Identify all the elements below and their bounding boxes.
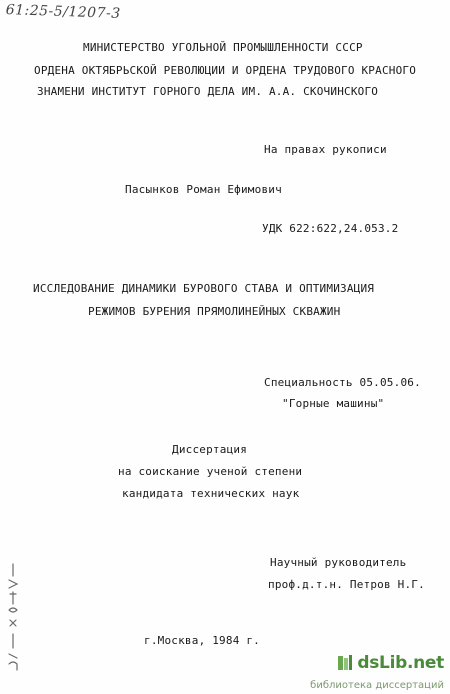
watermark-subtitle: библиотека диссертаций [310,680,444,691]
handwritten-archive-note: 61:25-5/1207-3 [5,2,121,23]
header-ministry: МИНИСТЕРСТВО УГОЛЬНОЙ ПРОМЫШЛЕННОСТИ СССР [83,41,363,54]
specialty-name: "Горные машины" [282,397,385,410]
degree-field: кандидата технических наук [122,487,300,500]
header-institute: ЗНАМЕНИ ИНСТИТУТ ГОРНОГО ДЕЛА ИМ. А.А. СКОЧИНСКОГО [37,85,379,98]
header-orders: ОРДЕНА ОКТЯБРЬСКОЙ РЕВОЛЮЦИИ И ОРДЕНА ТРУДОВОГО КРАСНОГО [34,64,417,77]
udc-code: УДК 622:622,24.053.2 [262,222,399,235]
watermark [310,653,444,691]
book-stack-icon [337,654,353,672]
degree-type: Диссертация [172,443,248,456]
watermark-brand: dsLib.net [357,653,444,673]
supervisor-label: Научный руководитель [270,556,407,569]
title-line-2: РЕЖИМОВ БУРЕНИЯ ПРЯМОЛИНЕЙНЫХ СКВАЖИН [88,305,341,318]
watermark-logo [337,653,444,673]
place-date: г.Москва, 1984 г. [144,634,260,647]
supervisor-name: проф.д.т.н. Петров Н.Г. [268,578,425,591]
rights-note: На правах рукописи [264,143,387,156]
degree-purpose: на соискание ученой степени [118,465,303,478]
author-name: Пасынков Роман Ефимович [125,183,282,196]
archive-side-stamp-icon [4,560,22,675]
title-line-1: ИССЛЕДОВАНИЕ ДИНАМИКИ БУРОВОГО СТАВА И ОПТИМИЗАЦИЯ [33,282,375,295]
specialty-code: Специальность 05.05.06. [264,376,421,389]
